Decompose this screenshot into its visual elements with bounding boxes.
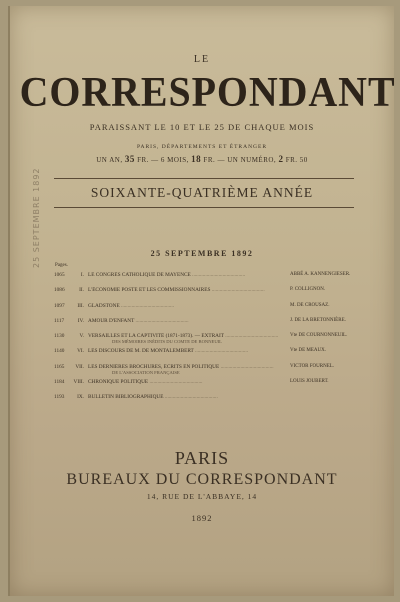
toc-title: LE CONGRÈS CATHOLIQUE DE MAYENCE: [88, 272, 191, 278]
toc-title: L'ÉCONOMIE POSTE ET LES COMMISSIONNAIRES: [88, 287, 211, 294]
toc-number: V.: [79, 333, 84, 340]
toc-row: [54, 272, 354, 287]
price-issue: 2: [278, 154, 284, 164]
publication-year: 1892: [191, 513, 213, 523]
toc-title: BULLETIN BIBLIOGRAPHIQUE: [88, 394, 164, 401]
price-prefix: UN AN,: [96, 156, 123, 164]
table-of-contents: [54, 272, 354, 410]
spine-stamp: 25 SEPTEMBRE 1892: [32, 167, 41, 268]
toc-title: AMOUR D'ENFANT: [88, 317, 135, 324]
journal-subtitle: PARAISSANT LE 10 ET LE 25 DE CHAQUE MOIS: [89, 122, 315, 132]
toc-page: 1140: [54, 348, 65, 355]
toc-title-wrap: [88, 318, 290, 324]
toc-author: M. DE CROUSAZ.: [290, 302, 330, 308]
toc-page: 1117: [54, 317, 65, 324]
price-six-unit: FR. — UN NUMÉRO,: [203, 156, 277, 164]
toc-title-wrap: [88, 394, 290, 400]
toc-leader: ........................................: [163, 394, 218, 401]
issue-date: 25 SEPTEMBRE 1892: [150, 249, 254, 258]
toc-subtitle: DES MÉMOIRES INÉDITS DU COMTE DE BONNEUIL: [112, 339, 222, 345]
toc-leader: ........................................: [223, 333, 279, 340]
toc-title: CHRONIQUE POLITIQUE: [88, 379, 149, 386]
toc-row: [54, 287, 354, 302]
toc-row: [54, 379, 354, 394]
toc-author: Vte DE MEAUX.: [290, 348, 326, 354]
toc-title: VERSAILLES ET LA CAPTIVITÉ (1871-1873). — EXTRAIT: [88, 333, 224, 340]
toc-page: 1097: [54, 302, 65, 309]
toc-number: VII.: [75, 363, 84, 370]
price-issue-unit: FR. 50: [285, 156, 308, 164]
toc-title-wrap: [88, 272, 290, 278]
toc-number: I.: [80, 272, 84, 278]
price-region-line: PARIS, DÉPARTEMENTS ET ÉTRANGER: [136, 144, 268, 150]
toc-page: 1065: [54, 272, 65, 278]
toc-row: [54, 364, 354, 379]
toc-page: 1184: [54, 379, 65, 386]
volume-year: SOIXANTE-QUATRIÈME ANNÉE: [90, 185, 314, 200]
journal-article-le: LE: [193, 54, 211, 65]
toc-title: GLADSTONE: [88, 302, 120, 309]
price-line: [10, 154, 394, 164]
toc-leader: ........................................: [134, 317, 189, 324]
toc-title: LES DERNIÈRES BROCHURES, ÉCRITS EN POLITIQUE: [88, 363, 220, 370]
toc-author: VICTOR FOURNEL.: [290, 363, 335, 369]
toc-page: 1165: [54, 363, 65, 370]
toc-leader: ........................................: [210, 287, 265, 294]
toc-subtitle: DE L'ASSOCIATION FRANÇAISE: [112, 369, 180, 375]
pages-label: Pages.: [55, 263, 68, 268]
toc-title-wrap: [88, 379, 290, 385]
toc-number: II.: [79, 287, 84, 294]
toc-leader: ........................................: [193, 348, 248, 355]
publisher-city: PARIS: [174, 448, 230, 468]
toc-row: [54, 348, 354, 363]
toc-number: VI.: [77, 348, 84, 355]
toc-number: IX.: [77, 394, 84, 401]
price-year: 35: [124, 154, 135, 164]
toc-row: [54, 333, 354, 348]
publisher-office: BUREAUX DU CORRESPONDANT: [66, 471, 338, 488]
journal-title: CORRESPONDANT: [19, 70, 396, 116]
toc-leader: ........................................: [148, 379, 203, 386]
publisher-address: 14, RUE DE L'ABBAYE, 14: [146, 492, 258, 501]
toc-title-wrap: [88, 348, 290, 354]
toc-page: 1086: [54, 287, 65, 294]
toc-title: LES DISCOURS DE M. DE MONTALEMBERT: [88, 348, 194, 355]
journal-cover: [8, 6, 394, 596]
price-year-unit: FR. — 6 MOIS,: [137, 156, 189, 164]
toc-author: LOUIS JOUBERT.: [290, 379, 329, 385]
toc-row: [54, 394, 354, 409]
toc-page: 1193: [54, 394, 65, 401]
toc-author: Vte DE COURNONNEUIL.: [290, 333, 348, 339]
toc-row: [54, 303, 354, 318]
divider-top: [54, 178, 354, 179]
toc-page: 1130: [54, 333, 65, 340]
toc-leader: ........................................: [119, 302, 174, 309]
toc-title-wrap: [88, 287, 290, 293]
toc-author: P. COLLIGNON.: [290, 287, 326, 293]
toc-author: ABBÉ A. KANNENGIESER.: [290, 272, 351, 277]
toc-leader: ........................................: [219, 363, 274, 370]
toc-title-wrap: [88, 303, 290, 309]
toc-leader: ........................................: [190, 272, 246, 278]
divider-bottom: [54, 207, 354, 208]
price-six-months: 18: [191, 154, 202, 164]
toc-number: III.: [77, 302, 84, 309]
toc-number: IV.: [77, 317, 84, 324]
toc-author: J. DE LA BRETONNIÈRE.: [290, 317, 346, 323]
toc-row: [54, 318, 354, 333]
toc-number: VIII.: [73, 379, 84, 386]
